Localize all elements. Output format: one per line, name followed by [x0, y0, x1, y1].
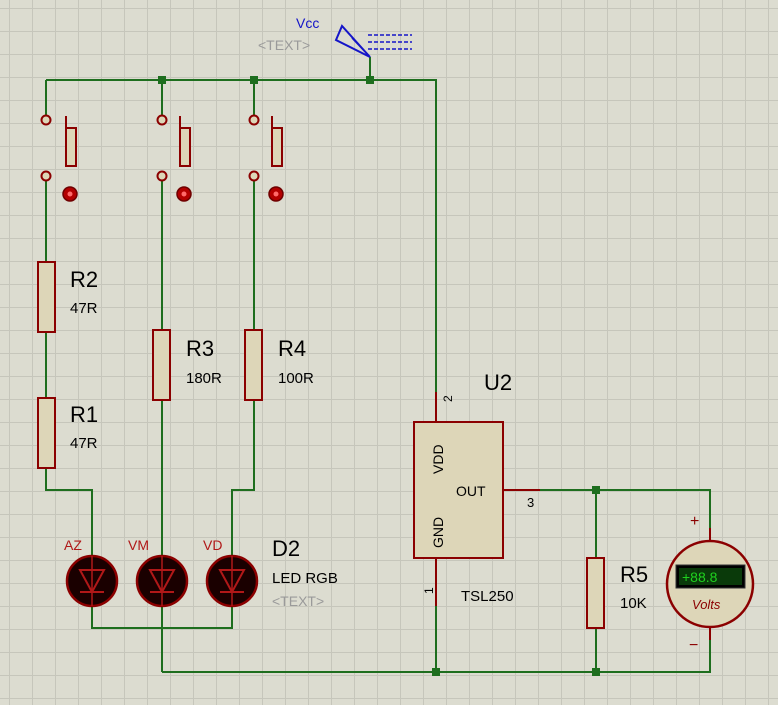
u2-pin2-number: 2	[441, 395, 455, 402]
ic-u2[interactable]	[414, 370, 540, 606]
r4-value: 100R	[278, 370, 314, 387]
vcc-label: Vcc	[296, 15, 320, 31]
u2-ref: U2	[484, 370, 513, 395]
switch-terminal	[42, 116, 51, 125]
u2-part-label: TSL250	[461, 588, 514, 605]
led-vm	[137, 556, 187, 606]
d2-ref: D2	[272, 536, 301, 561]
led-az	[67, 556, 117, 606]
junction-dot	[432, 668, 440, 676]
led-rgb-d2[interactable]	[64, 536, 338, 609]
u2-pin1-number: 1	[422, 587, 436, 594]
led-label-az: AZ	[64, 537, 82, 553]
wire-r4-vd	[232, 400, 254, 556]
vcc-text-placeholder: <TEXT>	[258, 37, 311, 53]
wire-out-net	[504, 490, 710, 540]
resistor-r2[interactable]	[38, 262, 98, 332]
switch-terminal	[158, 116, 167, 125]
switch-terminal	[158, 172, 167, 181]
voltmeter-reading: +88.8	[682, 569, 718, 585]
junction-dot	[592, 668, 600, 676]
voltmeter-minus-sign: −	[689, 637, 699, 654]
wire-vcc-rail	[46, 80, 436, 392]
u2-out-label: OUT	[456, 483, 486, 499]
r2-value: 47R	[70, 300, 98, 317]
r3-value: 180R	[186, 370, 222, 387]
led-label-vd: VD	[203, 537, 223, 553]
u2-pin3-number: 3	[527, 495, 535, 510]
r3-ref: R3	[186, 336, 215, 361]
voltmeter-unit-label: Volts	[692, 597, 721, 612]
resistor-r4[interactable]	[245, 330, 314, 400]
junction-dot	[366, 76, 374, 84]
u2-vdd-label: VDD	[430, 444, 446, 474]
voltmeter[interactable]	[667, 513, 753, 654]
switch-terminal	[42, 172, 51, 181]
resistor-r3[interactable]	[153, 330, 222, 400]
r5-value: 10K	[620, 595, 647, 612]
resistor-r1[interactable]	[38, 398, 98, 468]
switch-terminal	[250, 172, 259, 181]
voltmeter-plus-sign: +	[690, 513, 700, 530]
d2-text-placeholder: <TEXT>	[272, 593, 325, 609]
led-label-vm: VM	[128, 537, 149, 553]
u2-gnd-label: GND	[430, 516, 446, 548]
d2-part-label: LED RGB	[272, 570, 338, 587]
vcc-terminal[interactable]	[258, 15, 412, 57]
led-vd	[207, 556, 257, 606]
resistor-r5[interactable]	[587, 558, 648, 628]
r1-ref: R1	[70, 402, 99, 427]
r1-value: 47R	[70, 435, 98, 452]
r4-ref: R4	[278, 336, 307, 361]
junction-dot	[158, 76, 166, 84]
junction-dot	[592, 486, 600, 494]
r5-ref: R5	[620, 562, 649, 587]
r2-ref: R2	[70, 267, 99, 292]
switch-terminal	[250, 116, 259, 125]
junction-dot	[250, 76, 258, 84]
